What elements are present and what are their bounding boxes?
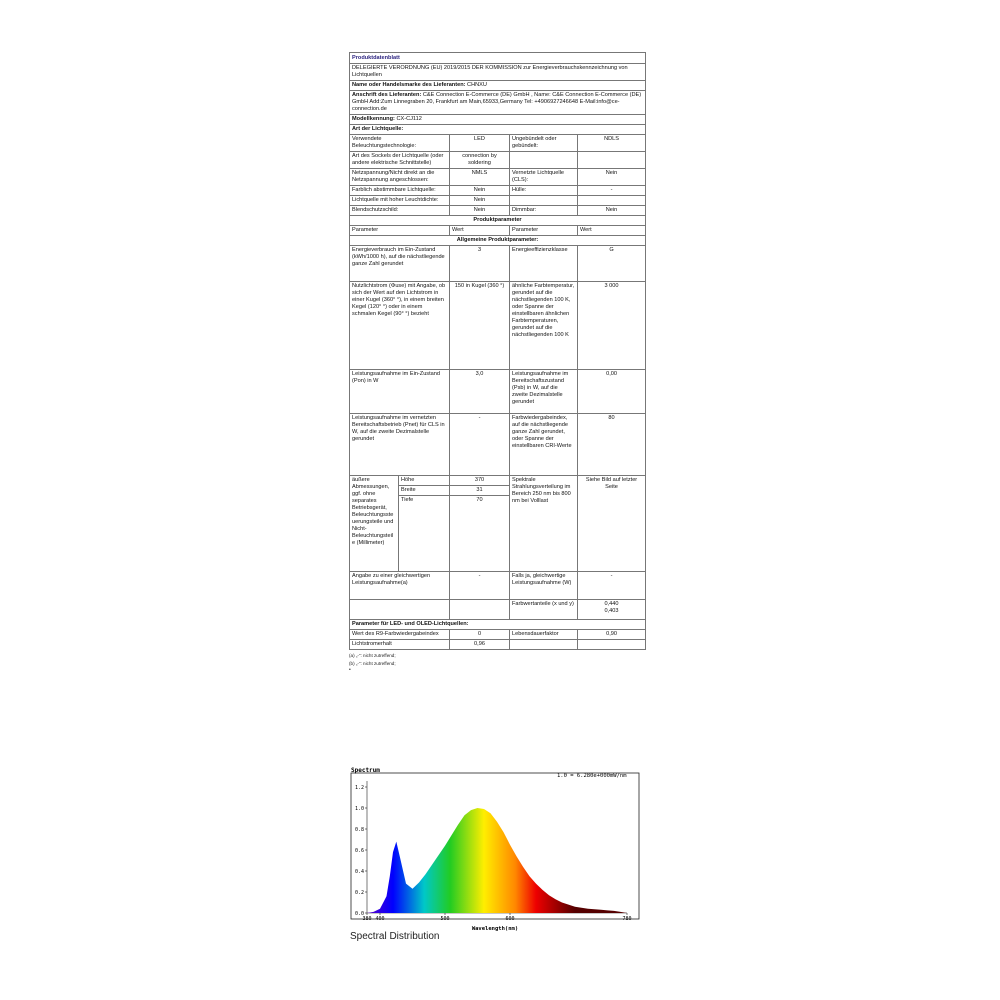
param-label: Netzspannung/Nicht direkt an die Netzspannung angeschlossen: xyxy=(350,168,450,185)
supplier-row xyxy=(350,80,646,90)
depth-label: Tiefe xyxy=(399,495,450,571)
spectrum-caption: Spectral Distribution xyxy=(350,931,440,942)
x-tick-label: 500 xyxy=(440,916,450,922)
param-label: Energieverbrauch im Ein-Zustand (kWh/1000 h), auf die nächstliegende ganze Zahl gerundet xyxy=(350,245,450,281)
supplier-label: Name oder Handelsmarke des Lieferanten: xyxy=(352,81,466,88)
param-value: - xyxy=(450,571,510,599)
param-label: Art des Sockels der Lichtquelle (oder andere elektrische Schnittstelle) xyxy=(350,151,450,168)
param-value: G xyxy=(578,245,646,281)
param-label: Farbwiedergabeindex, auf die nächstliegende ganze Zahl gerundet, oder Spanne der einstellbaren CRI-Werte xyxy=(510,413,578,475)
page-title: Produktdatenblatt xyxy=(350,53,646,64)
param-label: Lichtquelle mit hoher Leuchtdichte: xyxy=(350,195,450,205)
param-value: Nein xyxy=(578,205,646,215)
param-label: Blendschutzschild: xyxy=(350,205,450,215)
param-label: Angabe zu einer gleichwertigen Leistungsaufnahme(a) xyxy=(350,571,450,599)
supplier-value: CHNXU xyxy=(467,81,487,88)
param-label: Farblich abstimmbare Lichtquelle: xyxy=(350,185,450,195)
chromaticity-x: 0,440 xyxy=(604,600,619,607)
param-label: Falls ja, gleichwertige Leistungsaufnahme (W) xyxy=(510,571,578,599)
width-label: Breite xyxy=(399,485,450,495)
param-value: NDLS xyxy=(578,134,646,151)
table-row xyxy=(350,629,646,639)
y-tick-label: 0.8 xyxy=(354,827,364,833)
param-label: Dimmbar: xyxy=(510,205,578,215)
param-label: Farbwertanteile (x und y) xyxy=(510,599,578,619)
param-label: Ungebündelt oder gebündelt: xyxy=(510,134,578,151)
height-label: Höhe xyxy=(399,475,450,485)
table-row xyxy=(350,168,646,185)
x-tick-label: 780 xyxy=(622,916,632,922)
table-row xyxy=(350,151,646,168)
column-header: Wert xyxy=(450,225,510,235)
table-row xyxy=(350,134,646,151)
x-tick-label: 380 xyxy=(362,916,372,922)
param-value: Nein xyxy=(450,185,510,195)
product-params-header: Produktparameter xyxy=(350,215,646,225)
footnotes xyxy=(349,652,645,673)
footnote-b: (b) „-“: nicht zutreffend; xyxy=(349,660,396,666)
general-params-header: Allgemeine Produktparameter: xyxy=(350,235,646,245)
param-label: Spektrale Strahlungsverteilung im Bereich 250 nm bis 800 nm bei Volllast xyxy=(510,475,578,571)
table-row xyxy=(350,639,646,649)
param-value: 3 xyxy=(450,245,510,281)
depth-value: 70 xyxy=(450,495,510,571)
param-label: ähnliche Farbtemperatur, gerundet auf die nächstliegenden 100 K, oder Spanne der einstellbaren ähnlichen Farbtemperaturen, gerundet auf die nächstliegenden 100 K xyxy=(510,281,578,369)
column-header: Parameter xyxy=(350,225,450,235)
footnote-a: (a) „-“: nicht zutreffend; xyxy=(349,652,396,658)
param-value: 3,0 xyxy=(450,369,510,413)
param-value: Nein xyxy=(450,195,510,205)
param-value xyxy=(578,195,646,205)
param-value: 80 xyxy=(578,413,646,475)
height-value: 370 xyxy=(450,475,510,485)
param-label: Lichtstromerhalt xyxy=(350,639,450,649)
dimensions-label: äußere Abmessungen, ggf. ohne separates Betriebsgerät, Beleuchtungssteuerungsteile und Nicht-Beleuchtungsteile (Millimeter) xyxy=(350,475,399,571)
param-value: 150 in Kugel (360 °) xyxy=(450,281,510,369)
param-value: 0 xyxy=(450,629,510,639)
param-label xyxy=(510,151,578,168)
column-headers xyxy=(350,225,646,235)
param-value: - xyxy=(578,571,646,599)
param-label: Verwendete Beleuchtungstechnologie: xyxy=(350,134,450,151)
param-value: Nein xyxy=(450,205,510,215)
table-row xyxy=(350,599,646,619)
address-label: Anschrift des Lieferanten: xyxy=(352,91,422,98)
x-tick-label: 400 xyxy=(375,916,385,922)
param-value xyxy=(578,151,646,168)
table-row xyxy=(350,195,646,205)
light-source-type-header: Art der Lichtquelle: xyxy=(350,124,646,134)
param-label: Hülle: xyxy=(510,185,578,195)
column-header: Wert xyxy=(578,225,646,235)
column-header: Parameter xyxy=(510,225,578,235)
param-value: 0,90 xyxy=(578,629,646,639)
param-value: - xyxy=(450,413,510,475)
table-row xyxy=(350,281,646,369)
led-params-header: Parameter für LED- und OLED-Lichtquellen: xyxy=(350,619,646,629)
product-data-sheet xyxy=(349,52,645,672)
param-label: Leistungsaufnahme im vernetzten Bereitschaftsbetrieb (Pnet) für CLS in W, auf die zweite Dezimalstelle gerundet xyxy=(350,413,450,475)
param-label: Leistungsaufnahme im Ein-Zustand (Pon) in W xyxy=(350,369,450,413)
data-table xyxy=(349,52,646,650)
model-value: CX-CJ112 xyxy=(396,115,422,122)
param-label: Energieeffizienzklasse xyxy=(510,245,578,281)
bullet: • xyxy=(349,667,351,674)
address-row xyxy=(350,90,646,114)
param-value: 0,00 xyxy=(578,369,646,413)
x-axis-label: Wavelength(nm) xyxy=(471,926,519,932)
regulation-text: DELEGIERTE VERORDNUNG (EU) 2019/2015 DER KOMMISSION zur Energieverbrauchskennzeichnung von Lichtquellen xyxy=(350,63,646,80)
table-row xyxy=(350,185,646,195)
param-value: 0,96 xyxy=(450,639,510,649)
table-row xyxy=(350,413,646,475)
table-row xyxy=(350,205,646,215)
table-row xyxy=(350,571,646,599)
param-value: Siehe Bild auf letzter Seite xyxy=(578,475,646,571)
y-tick-label: 1.0 xyxy=(354,806,364,812)
param-label: Nutzlichtstrom (Φuse) mit Angabe, ob sich der Wert auf den Lichtstrom in einer Kugel (360° °), in einem breiten Kegel (120° °) oder in einem schmalen Kegel (90° °) bezieht xyxy=(350,281,450,369)
param-value: 3 000 xyxy=(578,281,646,369)
table-row xyxy=(350,369,646,413)
param-value: - xyxy=(578,185,646,195)
param-value: LED xyxy=(450,134,510,151)
x-tick-label: 600 xyxy=(505,916,515,922)
param-label: Lebensdauerfaktor xyxy=(510,629,578,639)
param-label xyxy=(510,195,578,205)
width-value: 31 xyxy=(450,485,510,495)
chromaticity-y: 0,403 xyxy=(604,607,619,614)
param-label: Vernetzte Lichtquelle (CLS): xyxy=(510,168,578,185)
spectrum-chart xyxy=(345,765,645,935)
model-label: Modellkennung: xyxy=(352,115,395,122)
table-row xyxy=(350,245,646,281)
param-value: connection by soldering xyxy=(450,151,510,168)
y-tick-label: 0.2 xyxy=(354,890,364,896)
model-row xyxy=(350,114,646,124)
y-tick-label: 0.6 xyxy=(354,848,364,854)
param-value xyxy=(578,599,646,619)
y-tick-label: 0.0 xyxy=(354,911,364,917)
param-label: Leistungsaufnahme im Bereitschaftszustand (Psb) in W, auf die zweite Dezimalstelle gerundet xyxy=(510,369,578,413)
y-tick-label: 1.2 xyxy=(354,785,364,791)
param-label: Wert des R9-Farbwiedergabeindex xyxy=(350,629,450,639)
y-tick-label: 0.4 xyxy=(354,869,364,875)
param-value: Nein xyxy=(578,168,646,185)
param-value: NMLS xyxy=(450,168,510,185)
address-value: C&E Connection E-Commerce (DE) GmbH , Name: C&E Connection E-Commerce (DE) GmbH Add:Zum Linnegraben 20, Frankfurt am Main,65933,Germany Tel: +4906927246648 E-Mail:info@ce-connection.de xyxy=(352,91,642,112)
chart-title: Spectrum xyxy=(351,767,380,774)
scale-note: 1.0 = 6.280e+000mW/nm xyxy=(557,773,627,779)
table-row xyxy=(350,475,646,485)
